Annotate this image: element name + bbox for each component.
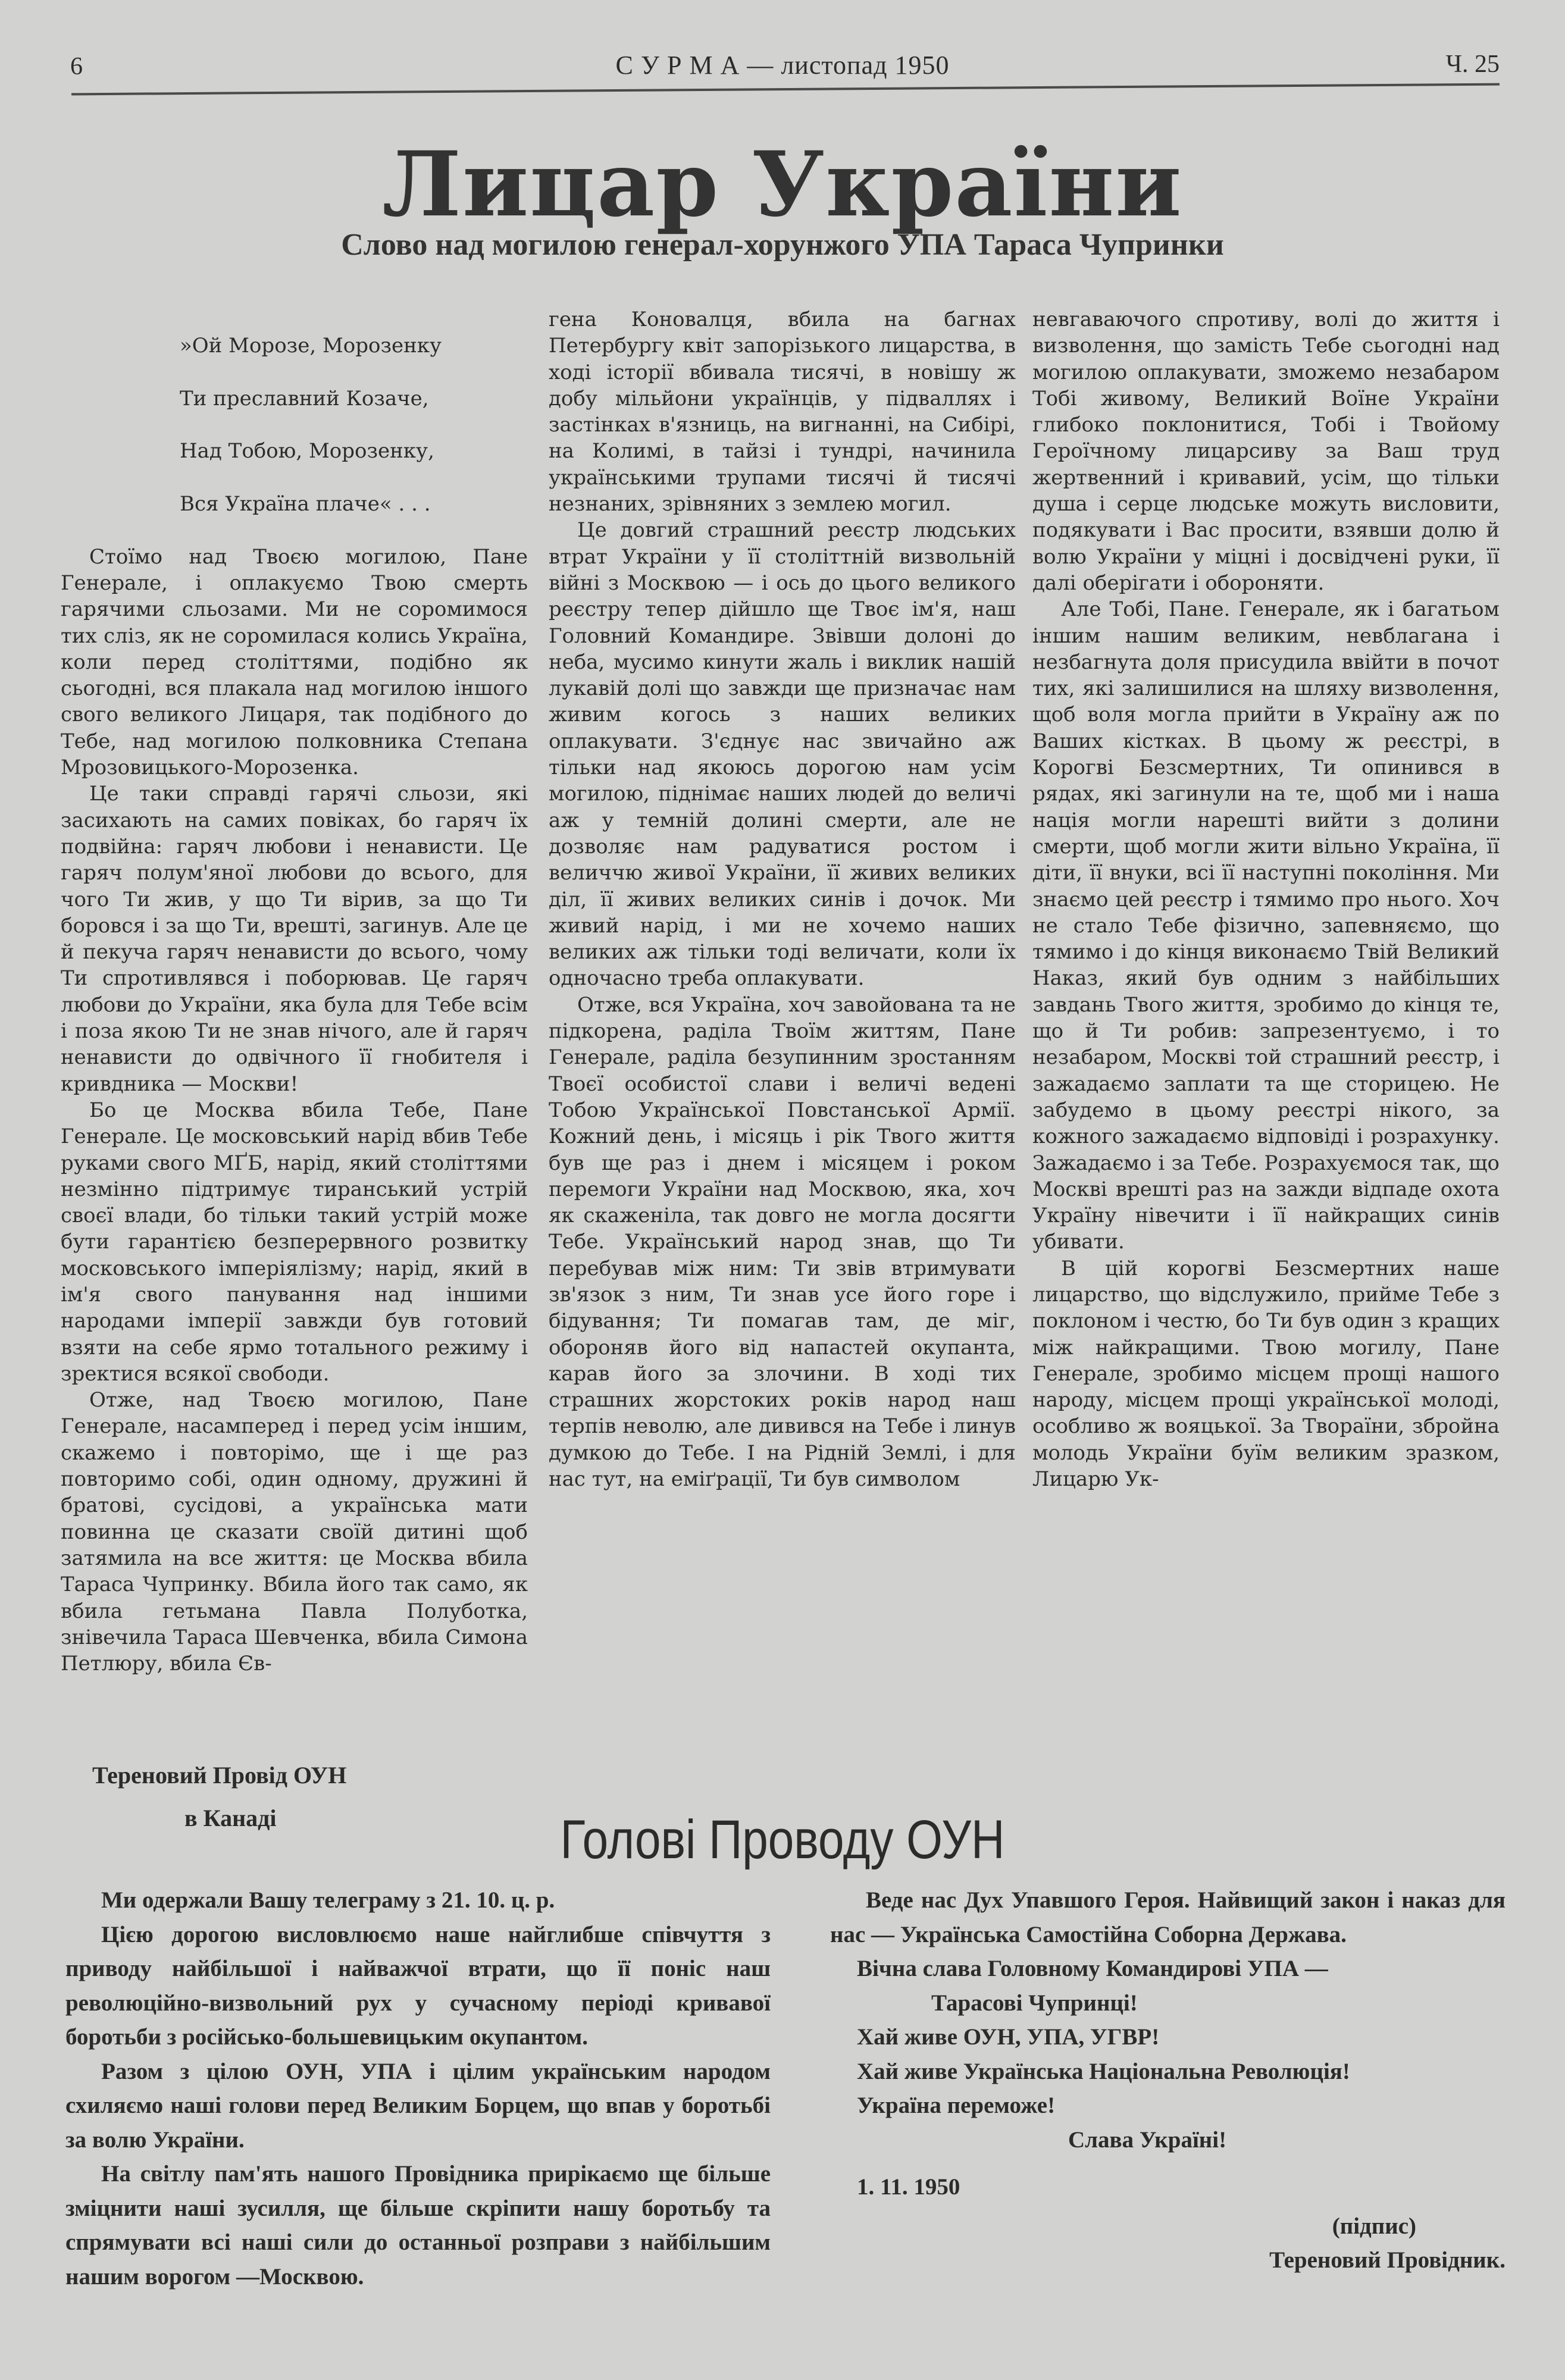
slogan: Хай живе Українська Національна Революція!: [857, 2058, 1350, 2084]
slogan: Вічна слава Головному Командирові УПА —: [857, 1956, 1328, 1981]
announcement-left-column: [65, 1883, 771, 2294]
slogan: Тарасові Чупринці!: [931, 1990, 1138, 2016]
date: 1. 11. 1950: [857, 2174, 960, 2200]
poem-line: Вся Україна плаче« . . .: [180, 492, 431, 516]
announcement-title: Голові Проводу ОУН: [560, 1809, 1005, 1870]
paragraph: Це таки справді гарячі сльози, які засихають на самих повіках, бо гаряч їх подвійна: гаряч любови і ненависти. Це гаряч полум'яної любови до всього, для чого Ти жив, у що Ти вірив, за що Ти боровся і за що Ти, врешті, загинув. Але це й пекуча гаряч ненависти до всього, чому Ти спротивлявся і поборював. Це гаряч любови до України, яка була для Тебе всім і поза якою Ти не знав нічого, але й гаряч ненависти до одвічного її гнобителя і кривдника — Москви!: [61, 782, 528, 1096]
slogan: Хай живе ОУН, УПА, УГВР!: [857, 2024, 1160, 2050]
article-subtitle: Слово над могилою генерал-хорунжого УПА Тараса Чупринки: [341, 228, 1224, 262]
article-column-3: [1032, 306, 1500, 1492]
paragraph: Це довгий страшний реєстр людських втрат України у її століттній визвольній війні з Москвою — і ось до цього великого реєстру тепер дійшло ще Твоє ім'я, наш Головний Командире. Звівши долоні до неба, мусимо кинути жаль і виклик нашій лукавій долі що завжди ще призначає нам живим когось з наших великих оплакувати. З'єднує нас звичайно аж тільки над якоюсь дорогою нам усім могилою, піднімає наших людей до величі аж у темній долині смерти, але не дозволяє нам радуватися ростом і величчю живої України, її живих великих діл, її живих великих синів і дочок. Ми живий нарід, і ми не хочемо наших великих аж тільки тоді величати, коли їх одночасно треба оплакувати.: [549, 518, 1016, 991]
paragraph: Разом з цілою ОУН, УПА і цілим українським народом схиляємо наші голови перед Великим Борцем, що впав у боротьбі за волю України.: [65, 2058, 771, 2153]
article-column-1: [61, 306, 528, 1677]
paragraph: невгаваючого спротиву, волі до життя і визволення, що замість Тебе сьогодні над могилою оплакувати, зможемо незабаром Тобі живому, Великий Воїне України глибоко поклонитися, Тобі і Твойому Героїчному лицарсиву за Ваш труд жертвенний і кривавий, усім, що тільки душа і серце людське можуть висловити, подякувати і Вас просити, взявши долю й волю України у міцні і досвідчені руки, її далі оберігати і обороняти.: [1032, 308, 1500, 595]
article-column-2: [549, 306, 1016, 1492]
signature-note: (підпис): [1332, 2213, 1416, 2239]
issue-number: Ч. 25: [1445, 51, 1500, 78]
paragraph: Цією дорогою висловлюємо наше найглибше співчуття з приводу найбільшої і найважчої втрати, що її поніс наш революційно-визвольний рух у сучасному періоді кривавої боротьби з російсько-большевицьким окупантом.: [65, 1921, 771, 2050]
paragraph: Веде нас Дух Упавшого Героя. Найвищий закон і наказ для нас — Українська Самостійна Соборна Держава.: [830, 1887, 1505, 1947]
running-header: С У Р М А — листопад 1950: [615, 51, 950, 80]
paragraph: Ми одержали Вашу телеграму з 21. 10. ц. р.: [101, 1887, 555, 1913]
signatory: Тереновий Провідник.: [1269, 2247, 1505, 2273]
slogan: Україна переможе!: [857, 2093, 1056, 2118]
sender-line: Тереновий Провід ОУН: [92, 1762, 347, 1789]
paragraph: На світлу пам'ять нашого Провідника прирікаємо ще більше зміцнити наші зусилля, ще більше скріпити нашу боротьбу та спрямувати всі наші сили до останньої розправи з найбільшим нашим ворогом —Москвою.: [65, 2161, 771, 2290]
sender-line: в Канаді: [184, 1805, 277, 1831]
announcement-right-column: [830, 1883, 1505, 2278]
poem-line: Над Тобою, Морозенку,: [180, 439, 434, 464]
poem-line: »Ой Морозе, Морозенку: [180, 334, 442, 358]
paragraph: Отже, над Твоєю могилою, Пане Генерале, насамперед і перед усім іншим, скажемо і повторімо, ще і ще раз повторимо собі, один одному, дружині й братові, сусідові, а українська мати повинна це сказати своїй дитині щоб затямила на все життя: це Москва вбила Тараса Чупринку. Вбила його так само, як вбила гетьмана Павла Полуботка, знівечила Тараса Шевченка, вбила Симона Петлюру, вбила Єв-: [61, 1388, 528, 1676]
epigraph-poem: [180, 306, 528, 544]
slogan: Слава Україні!: [1068, 2127, 1227, 2153]
article-title: Лицар України: [382, 132, 1183, 237]
poem-line: Ти преславний Козаче,: [180, 386, 429, 411]
header-rule: [71, 83, 1500, 96]
paragraph: гена Коновалця, вбила на багнах Петербургу квіт запорізького лицарства, в ході історії вбивала тисячі, в новішу ж добу мільйони українців, у підваллях і застінках в'язниць, на вигнанні, на Сибірі, на Колимі, в тайзі і тундрі, начинила українськими трупами тисячі й тисячі незнаних, зрівняних з землею могил.: [549, 308, 1016, 516]
paragraph: Отже, вся Україна, хоч завойована та не підкорена, раділа Твоїм життям, Пане Генерале, раділа безупинним зростанням Твоєї особистої слави і величі ведені Тобою Української Повстанської Армії. Кожний день, і місяць і рік Твого життя був ще раз і днем і місяцем і роком перемоги України над Москвою, яка, хоч як скаженіла, так довго не могла досягти Тебе. Український народ знав, що Ти перебував між ним: Ти звів втримувати зв'язок з ним, Ти знав усе його горе і бідування; Ти помагав там, де міг, обороняв його від напастей окупанта, карав його за злочини. В ході тих страшних жорстоких років народ наш терпів неволю, але дивився на Тебе і линув думкою до Тебе. І на Рідній Землі, і для нас тут, на еміґрації, Ти був символом: [549, 992, 1016, 1492]
paragraph: В цій корогві Безсмертних наше лицарство, що відслужило, прийме Тебе з поклоном і честю, бо Ти був один з кращих між найкращими. Твою могилу, Пане Генерале, зробимо місцем прощі нашого народу, місцем прощі української молоді, особливо ж вояцької. За Твораїни, збройна молодь України буїм великим зразком, Лицарю Ук-: [1032, 1256, 1500, 1492]
page-number: 6: [70, 53, 83, 80]
paragraph: Стоїмо над Твоєю могилою, Пане Генерале, і оплакуємо Твою смерть гарячими сльозами. Ми не соромимося тих сліз, як не соромилася колись Україна, коли перед століттями, подібно як сьогодні, вся плакала над могилою іншого свого великого Лицаря, так подібного до Тебе, над могилою полковника Степана Мрозовицького-Морозенка.: [61, 544, 528, 780]
paragraph: Але Тобі, Пане. Генерале, як і багатьом іншим нашим великим, невблагана і незбагнута доля присудила ввійти в почот тих, які залишилися на шляху визволення, щоб воля могла прийти в Україну аж по Ваших кістках. В цьому ж реєстрі, в Корогві Безсмертних, Ти опинився в рядах, які загинули на те, щоб ми і наша нація могли нарешті вийти з долини смерти, щоб могли жити вільно Україна, її діти, її внуки, всі її наступні покоління. Ми знаємо цей реєстр і тямимо про нього. Хоч не стало Тебе фізично, запевняємо, що тямимо і до кінця виконаємо Твій Великий Наказ, який був одним з найбільших завдань Твого життя, зробимо до кінця те, що й Ти робив: запрезентуємо, і то незабаром, Москві той страшний реєстр, і зажадаємо заплати та ще сторицею. Не забудемо в цьому реєстрі нікого, за кожного зажадаємо відповіді і розрахунку. Зажадаємо і за Тебе. Розрахуємося так, що Москві врешті раз на зажди відпаде охота Україну нівечити і її найкращих синів убивати.: [1032, 597, 1500, 1254]
paragraph: Бо це Москва вбила Тебе, Пане Генерале. Це московський нарід вбив Тебе руками свого МҐБ, нарід, який століттями незмінно підтримує тиранський устрій своєї влади, бо тільки такий устрій може бути гарантією безперервного розвитку московського імперіялізму; нарід, який в ім'я свого панування над іншими народами імперії завжди був готовий взяти на себе ярмо тотального режиму і зректися всякої свободи.: [61, 1098, 528, 1386]
